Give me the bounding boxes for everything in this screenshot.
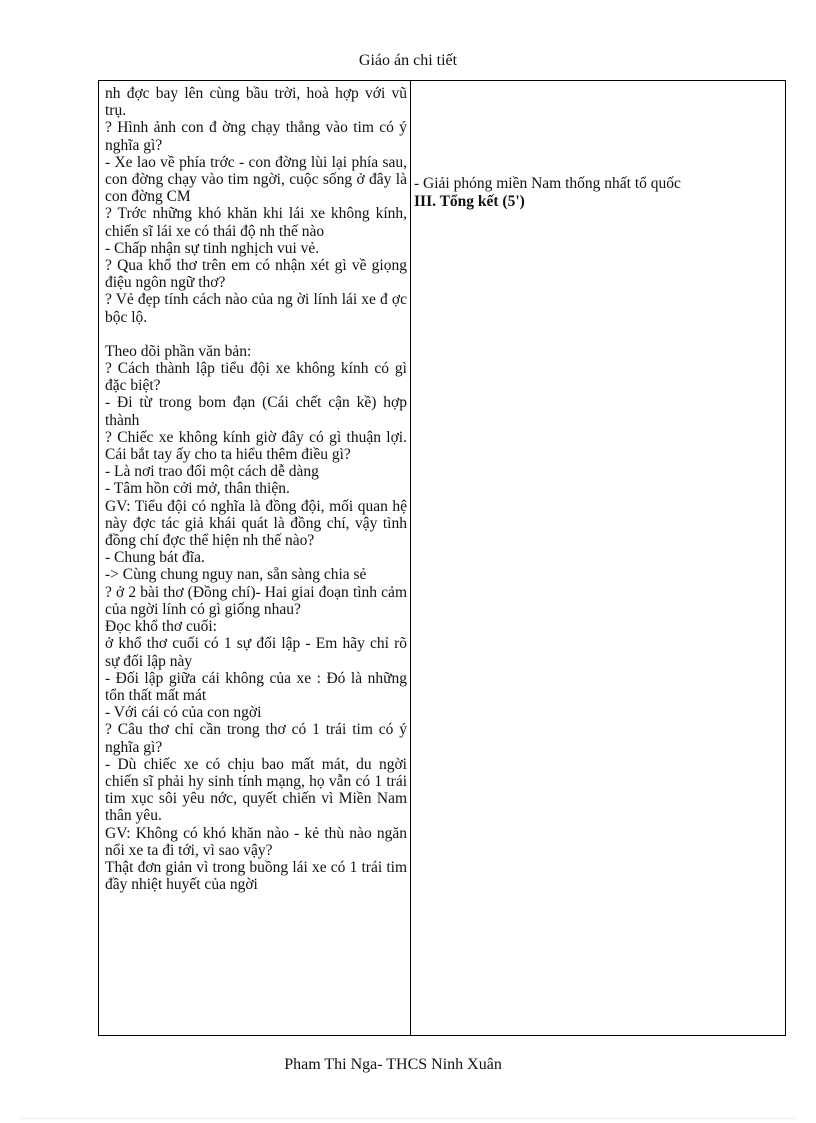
text-line: GV: Tiểu đội có nghĩa là đồng đội, mối quan hệ này đợc tác giả khái quát là đồng chí, vậy tình đồng chí đợc thể hiện nh thế nào? bbox=[105, 497, 407, 550]
section-heading: III. Tổng kết (5') bbox=[414, 193, 525, 210]
page-footer: Pham Thi Nga- THCS Ninh Xuân bbox=[284, 1056, 502, 1073]
text-line: - Tâm hồn cởi mở, thân thiện. bbox=[105, 480, 290, 498]
page-bottom-rule bbox=[20, 1118, 796, 1119]
column-divider bbox=[410, 81, 411, 1035]
text-line: ? Hình ảnh con đ ờng chạy thẳng vào tim có ý nghĩa gì? bbox=[105, 119, 407, 154]
text-line: ? Câu thơ chỉ cần trong thơ có 1 trái tim có ý nghĩa gì? bbox=[105, 721, 407, 756]
text-line: ? Vẻ đẹp tính cách nào của ng ời lính lái xe đ ợc bộc lộ. bbox=[105, 291, 407, 326]
text-line: ? Cách thành lập tiểu đội xe không kính có gì đặc biệt? bbox=[105, 360, 407, 395]
text-line: - Chấp nhận sự tinh nghịch vui vẻ. bbox=[105, 239, 320, 257]
text-line: - Dù chiếc xe có chịu bao mất mát, du ngời chiến sĩ phải hy sinh tính mạng, họ vẫn có 1 trái tim xục sôi yêu nớc, quyết chiến vì Miền Nam thân yêu. bbox=[105, 755, 407, 825]
lesson-table bbox=[98, 80, 786, 1036]
text-line: ? Trớc những khó khăn khi lái xe không kính, chiến sĩ lái xe có thái độ nh thế nào bbox=[105, 205, 407, 240]
text-line: Theo dõi phần văn bản: bbox=[105, 342, 252, 360]
text-line: - Xe lao về phía trớc - con đờng lùi lại phía sau, con đờng chạy vào tim ngời, cuộc sống ở đây là con đờng CM bbox=[105, 153, 407, 206]
text-line: nh đợc bay lên cùng bầu trời, hoà hợp với vũ trụ. bbox=[105, 85, 407, 120]
text-line: ? Qua khổ thơ trên em có nhận xét gì về giọng điệu ngôn ngữ thơ? bbox=[105, 257, 407, 292]
right-text-line: - Giải phóng miền Nam thống nhất tổ quốc bbox=[414, 175, 681, 192]
text-line: - Đi từ trong bom đạn (Cái chết cận kề) hợp thành bbox=[105, 394, 407, 429]
text-line: ở khổ thơ cuối có 1 sự đối lập - Em hãy chỉ rõ sự đối lập này bbox=[105, 635, 407, 670]
text-line: - Đối lập giữa cái không của xe : Đó là những tổn thất mất mát bbox=[105, 669, 407, 704]
text-line: - Chung bát đĩa. bbox=[105, 549, 205, 567]
text-line: - Với cái có của con ngời bbox=[105, 704, 262, 722]
content-column bbox=[414, 175, 784, 211]
text-line: -> Cùng chung nguy nan, sẵn sàng chia sẻ bbox=[105, 566, 367, 584]
activities-column bbox=[105, 85, 407, 1033]
text-line: ? ở 2 bài thơ (Đồng chí)- Hai giai đoạn tình cảm của ngời lính có gì giống nhau? bbox=[105, 583, 407, 618]
text-line: GV: Không có khó khăn nào - kẻ thù nào ngăn nổi xe ta đi tới, vì sao vậy? bbox=[105, 824, 407, 859]
text-line: Đọc khổ thơ cuối: bbox=[105, 618, 217, 636]
text-line: ? Chiếc xe không kính giờ đây có gì thuận lợi. Cái bắt tay ấy cho ta hiểu thêm điều gì? bbox=[105, 428, 407, 464]
text-line: Thật đơn giản vì trong buồng lái xe có 1 trái tim đầy nhiệt huyết của ngời bbox=[105, 858, 407, 894]
page-header: Giáo án chi tiết bbox=[358, 52, 458, 69]
text-line: - Là nơi trao đổi một cách dễ dàng bbox=[105, 463, 319, 481]
blank-line bbox=[105, 326, 407, 343]
